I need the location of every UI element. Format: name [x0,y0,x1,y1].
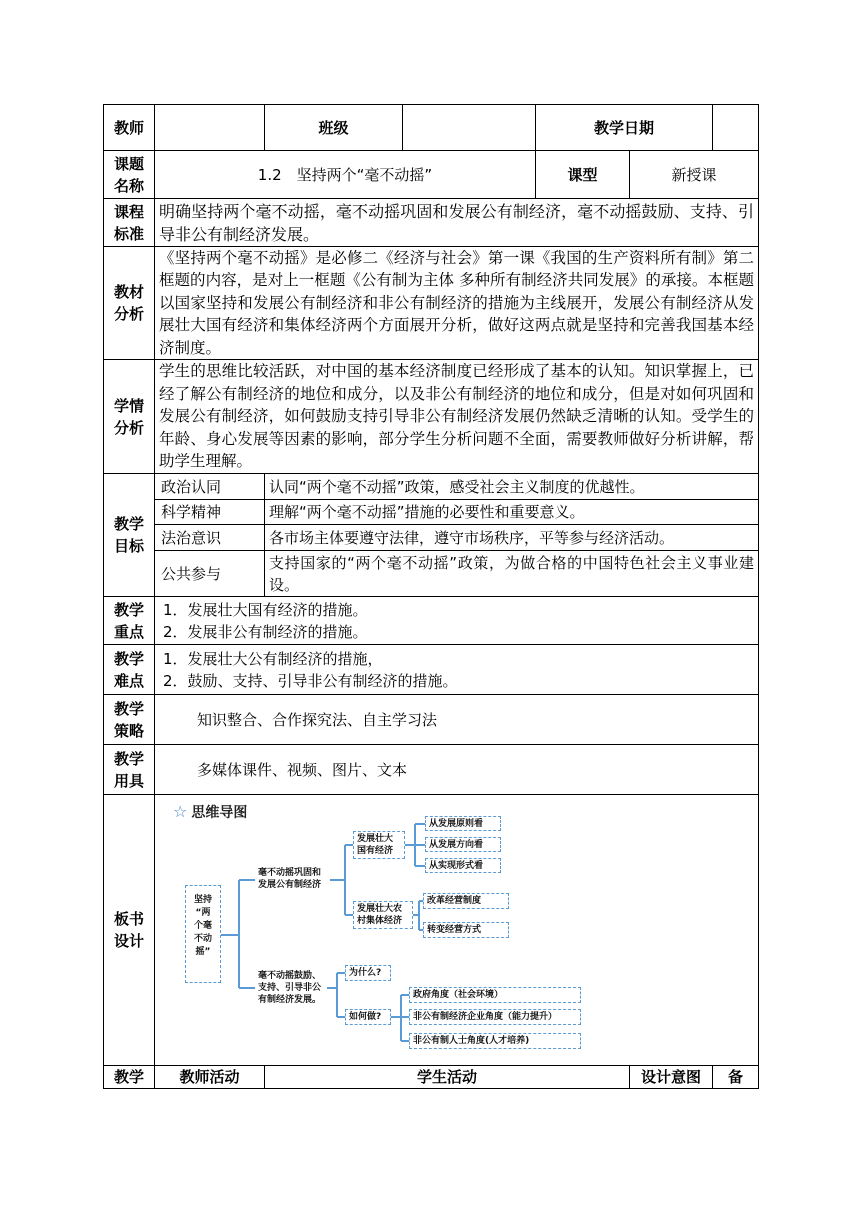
mindmap-cell [155,795,759,1066]
teacher-value [155,105,265,151]
key-point-item: 2．发展非公有制经济的措施。 [163,622,368,641]
footer-col-2: 教师活动 [155,1066,265,1089]
goal-name: 科学精神 [155,500,265,525]
difficulty-item: 2．鼓励、支持、引导非公有制经济的措施。 [163,671,458,690]
mindmap-node-state-economy: 发展壮大 国有经济 [353,831,405,859]
goal-name: 公共参与 [155,551,265,597]
mindmap-node-why: 为什么? [345,965,391,981]
footer-col-1: 教学 [104,1066,155,1089]
class-value [403,105,536,151]
board-row [104,795,759,1066]
teacher-label: 教师 [104,105,155,151]
mindmap-branch-nonpublic: 毫不动摇鼓励、 支持、引导非公 有制经济发展。 [258,971,322,1006]
mindmap-leaf: 转变经营方式 [423,922,509,938]
mindmap-leaf: 从实现形式看 [425,858,501,873]
class-label: 班级 [265,105,403,151]
textbook-label: 教材 分析 [113,283,144,324]
goal-row [104,525,759,551]
lesson-plan-table [103,104,759,1089]
goal-row [104,551,759,597]
goal-text: 理解“两个毫不动摇”措施的必要性和重要意义。 [265,500,759,525]
goal-text: 认同“两个毫不动摇”政策，感受社会主义制度的优越性。 [265,474,759,500]
key-point-item: 1．发展壮大国有经济的措施。 [163,600,368,619]
star-icon: ☆ [173,802,188,822]
activity-header-row [104,1066,759,1089]
footer-col-3: 学生活动 [265,1066,630,1089]
goal-text: 各市场主体要遵守法律，遵守市场秩序，平等参与经济活动。 [265,525,759,551]
difficulty-item: 1．发展壮大公有制经济的措施， [163,649,383,668]
key-points-row [104,597,759,645]
mindmap [155,795,758,1065]
tools-text: 多媒体课件、视频、图片、文本 [155,745,759,795]
strategy-text: 知识整合、合作探究法、自主学习法 [155,695,759,745]
lesson-type-value: 新授课 [630,151,759,199]
mindmap-node-how: 如何做? [345,1009,391,1025]
mindmap-leaf: 政府角度（社会环境） [409,987,581,1003]
standard-row [104,199,759,247]
mindmap-branch-public: 毫不动摇巩固和 发展公有制经济 [258,868,322,891]
date-value [713,105,759,151]
mindmap-node-collective-economy: 发展壮大农 村集体经济 [353,901,413,929]
header-row [104,105,759,151]
students-text: 学生的思维比较活跃，对中国的基本经济制度已经形成了基本的认知。知识掌握上，已经了解公有制经济的地位和成分，以及非公有制经济的地位和成分，但是对如何巩固和发展公有制经济，如何鼓励支持引导非公有制经济发展仍然缺乏清晰的认知。受学生的年龄、身心发展等因素的影响，部分学生分析问题不全面，需要教师做好分析讲解，帮助学生理解。 [155,360,759,474]
standard-label: 课程 标准 [113,202,144,243]
goal-name: 法治意识 [155,525,265,551]
goal-row [104,500,759,525]
lesson-type-label: 课型 [536,151,630,199]
board-label: 板书 设计 [113,910,144,951]
goal-name: 政治认同 [155,474,265,500]
mindmap-leaf: 非公有制经济企业角度（能力提升） [409,1009,581,1025]
strategy-row [104,695,759,745]
tools-label: 教学 用具 [113,749,144,790]
footer-col-4: 设计意图 [630,1066,713,1089]
mindmap-leaf: 从发展原则看 [425,816,501,831]
mindmap-leaf: 改革经营制度 [423,893,509,909]
goals-label: 教学 目标 [113,515,144,556]
mindmap-title-text: 思维导图 [191,805,248,822]
difficulties-row [104,645,759,695]
topic-label [104,151,155,199]
topic-title: 1.2 坚持两个“毫不动摇” [155,151,536,199]
difficulties-label: 教学 难点 [113,649,144,690]
textbook-text: 《坚持两个毫不动摇》是必修二《经济与社会》第一课《我国的生产资料所有制》第二框题的内容，是对上一框题《公有制为主体 多种所有制经济共同发展》的承接。本框题以国家坚持和发展公有制经济和非公有制经济的措施为主线展开，发展公有制经济从发展壮大国有经济和集体经济两个方面展开分析，做好这两点就是坚持和完善我国基本经济制度。 [155,247,759,360]
footer-col-5: 备 [713,1066,759,1089]
standard-text: 明确坚持两个毫不动摇，毫不动摇巩固和发展公有制经济，毫不动摇鼓励、支持、引导非公有制经济发展。 [155,199,759,247]
strategy-label: 教学 策略 [113,699,144,740]
topic-label-text: 课题 名称 [113,154,144,195]
goal-text: 支持国家的“两个毫不动摇”政策，为做合格的中国特色社会主义事业建设。 [265,551,759,597]
topic-row [104,151,759,199]
goal-row [104,474,759,500]
students-label: 学情 分析 [113,396,144,437]
mindmap-leaf: 非公有制人士角度(人才培养) [409,1033,581,1049]
date-label: 教学日期 [536,105,713,151]
students-row [104,360,759,474]
textbook-row [104,247,759,360]
tools-row [104,745,759,795]
mindmap-leaf: 从发展方向看 [425,837,501,852]
key-points-label: 教学 重点 [113,600,144,641]
mindmap-root: 坚持 “两 个毫 不动 摇” [185,885,221,983]
